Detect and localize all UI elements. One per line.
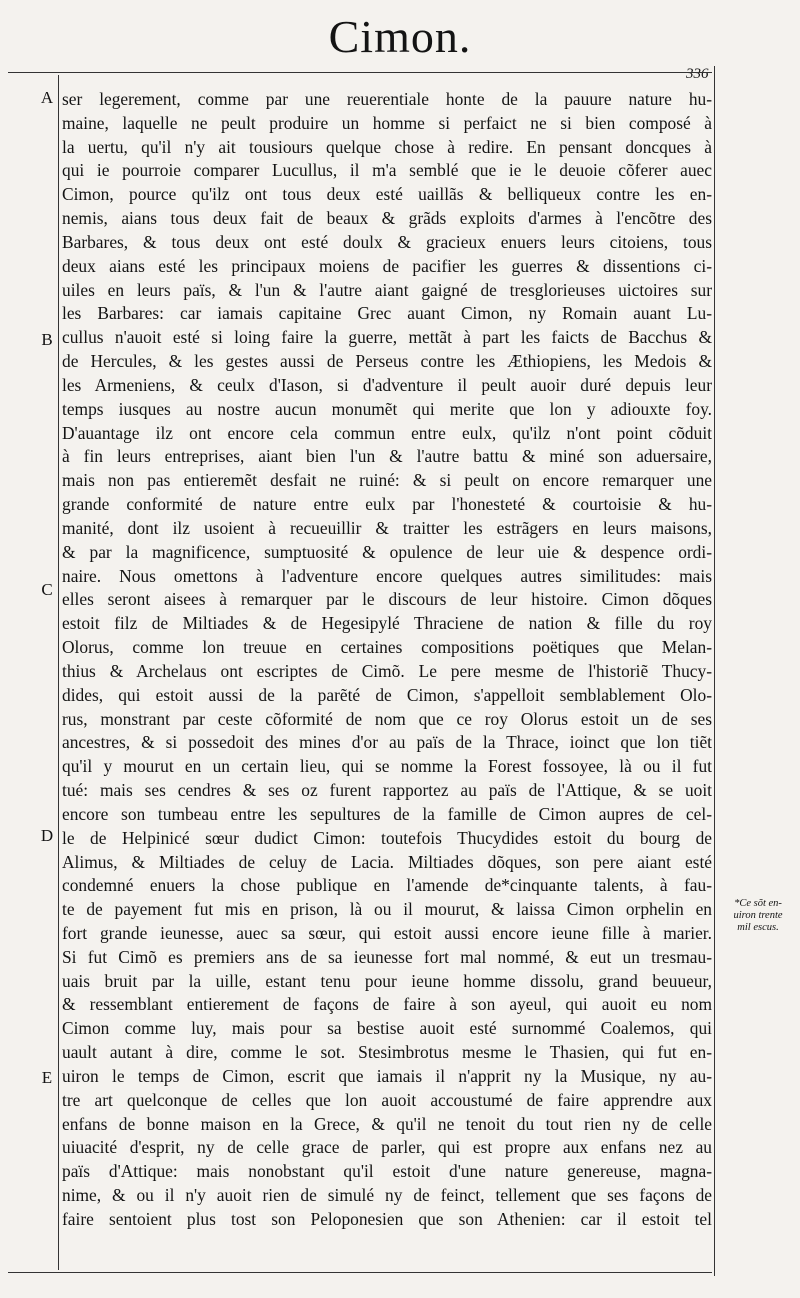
- text-line: ancestres, & si possedoit des mines d'or au païs de la Thrace, ioinct que lon tiẽt: [62, 732, 712, 753]
- body-text: [62, 88, 712, 1232]
- text-line: uiles en leurs païs, & l'un & l'autre aiant gaigné de tresglorieuses uictoires sur: [62, 279, 712, 300]
- text-line: manité, dont ilz usoient à recueuillir & traitter les estrãgers en leurs maisons,: [62, 517, 712, 538]
- frame-rule-bottom: [8, 1272, 712, 1273]
- text-line: tre art quelconque de celles que lon auoit accoustumé de faire apprendre aux: [62, 1089, 712, 1110]
- text-line: uais bruit par la uille, estant tenu pour ieune homme dissolu, grand beuueur,: [62, 970, 712, 991]
- margin-letter-e: E: [41, 1068, 53, 1087]
- frame-rule-right: [714, 66, 715, 1276]
- text-line: D'auantage ilz ont encore cela commun entre eulx, qu'ilz n'ont point cõduit: [62, 422, 712, 443]
- text-line: à fin leurs entreprises, aiant bien l'un & l'autre battu & miné son aduersaire,: [62, 446, 712, 467]
- text-line: uault autant à dire, comme le sot. Stesimbrotus mesme le Thasien, qui fut en-: [62, 1042, 712, 1063]
- text-line: tué: mais ses cendres & ses oz furent rapportez au païs de l'Attique, & se uoit: [62, 780, 712, 801]
- page-number: 336: [686, 66, 709, 82]
- text-line: estoit filz de Miltiades & de Hegesipylé Thraciene de nation & fille du roy: [62, 613, 712, 634]
- text-line: cullus n'auoit esté si loing faire la guerre, mettãt à part les faicts de Bacchus &: [62, 327, 712, 348]
- text-line: Si fut Cimõ es premiers ans de sa ieunesse fort mal nommé, & eut un tresmau-: [62, 946, 712, 967]
- text-line: deux aians esté les principaux moiens de pacifier les guerres & dissentions ci-: [62, 255, 712, 276]
- margin-letter-d: D: [40, 826, 54, 845]
- text-line: nemis, aians tous deux fait de beaux & grãds exploits d'armes à l'encõtre des: [62, 208, 712, 229]
- text-line: enfans de bonne maison en la Grece, & qu'il ne tenoit du tout rien ny de celle: [62, 1113, 712, 1134]
- text-line: temps iusques au nostre aucun monumẽt qui merite que lon y adiouxte foy.: [62, 398, 712, 419]
- text-line: la uertu, qu'il n'y ait tousiours quelque chose à redire. En pensant doncques à: [62, 136, 712, 157]
- text-line: & par la magnificence, sumptuosité & opulence de leur uie & despence ordi-: [62, 541, 712, 562]
- text-line: Alimus, & Miltiades de celuy de Lacia. Miltiades dõques, son pere aiant esté: [62, 851, 712, 872]
- side-note-line: *Ce sõt en-: [734, 898, 782, 909]
- text-line: les Barbares: car iamais capitaine Grec auant Cimon, ny Romain auant Lu-: [62, 303, 712, 324]
- text-line: te de payement fut mis en prison, là ou il mourut, & laissa Cimon orphelin en: [62, 899, 712, 920]
- margin-letter-c: C: [41, 580, 53, 599]
- text-line: dides, qui estoit aussi de la parẽté de Cimon, s'appelloit semblablement Olo-: [62, 684, 712, 705]
- text-line: faire sentoient plus tost son Peloponesien que son Athenien: car il estoit tel: [62, 1208, 712, 1229]
- text-line: ser legerement, comme par une reuerentiale honte de la pauure nature hu-: [62, 89, 712, 109]
- margin-letter-a: A: [40, 88, 54, 107]
- text-line: encore son tumbeau entre les sepultures de la famille de Cimon aupres de cel-: [62, 803, 712, 824]
- margin-letter-b: B: [41, 330, 53, 349]
- text-line: qu'il y mourut en un certain lieu, qui se nomme la Forest fossoyee, là ou il fut: [62, 756, 712, 777]
- side-note-line: mil escus.: [737, 922, 779, 933]
- text-line: Cimon comme luy, mais pour sa bestise auoit esté surnommé Coalemos, qui: [62, 1018, 712, 1039]
- text-line: Cimon, pource qu'ilz ont tous deux esté uaillãs & belliqueux contre les en-: [62, 184, 712, 205]
- text-line: uiuacité d'esprit, ny de celle grace de parler, qui est propre aux enfans nez au: [62, 1137, 712, 1158]
- text-line: thius & Archelaus ont escriptes de Cimõ. Le pere mesme de l'historiẽ Thucy-: [62, 660, 712, 681]
- text-line: le de Helpinicé sœur dudict Cimon: toutefois Thucydides estoit du bourg de: [62, 827, 712, 848]
- text-line: de Hercules, & les gestes aussi de Perseus contre les Æthiopiens, les Medois &: [62, 351, 712, 372]
- frame-rule-top: [8, 72, 712, 73]
- text-line: païs d'Attique: mais nonobstant qu'il estoit d'une nature genereuse, magna-: [62, 1161, 712, 1182]
- running-title: Cimon.: [328, 11, 472, 62]
- side-note: [718, 898, 798, 934]
- text-line: les Armeniens, & ceulx d'Iason, si d'adventure il peult auoir duré depuis leur: [62, 374, 712, 395]
- text-line: fort grande ieunesse, auec sa sœur, qui estoit aussi encore ieune fille à marier.: [62, 922, 712, 943]
- text-line: Olorus, comme lon treuue en certaines compositions poëtiques que Melan-: [62, 637, 712, 658]
- text-line: condemné enuers la chose publique en l'amende de*cinquante talents, à fau-: [62, 875, 712, 896]
- frame-rule-left: [58, 75, 59, 1270]
- text-line: naire. Nous omettons à l'adventure encore quelques autres similitudes: mais: [62, 565, 712, 586]
- text-line: rus, monstrant par ceste cõformité de nom que ce roy Olorus estoit un de ses: [62, 708, 712, 729]
- side-note-line: uiron trente: [733, 910, 783, 921]
- text-line: mais non pas entieremẽt desfait ne ruiné: & si peult on encore remarquer une: [62, 470, 712, 491]
- text-line: grande conformité de nature entre eulx par l'honesteté & courtoisie & hu-: [62, 494, 712, 515]
- text-line: & ressemblant entierement de façons de faire à son ayeul, qui auoit eu nom: [62, 994, 712, 1015]
- text-line: nime, & ou il n'y auoit rien de simulé ny de feinct, tellement que ses façons de: [62, 1185, 712, 1206]
- text-line: Barbares, & tous deux ont esté doulx & gracieux enuers leurs citoiens, tous: [62, 231, 712, 252]
- text-line: maine, laquelle ne peult produire un homme si perfaict ne si bien composé à: [62, 112, 712, 133]
- text-line: qui ie pourroie comparer Lucullus, il m'a semblé que ie le deuoie cõferer auec: [62, 160, 712, 181]
- text-line: elles seront aisees à remarquer par le discours de leur histoire. Cimon dõques: [62, 589, 712, 610]
- text-line: uiron le temps de Cimon, escrit que iamais il n'apprit ny la Musique, ny au-: [62, 1065, 712, 1086]
